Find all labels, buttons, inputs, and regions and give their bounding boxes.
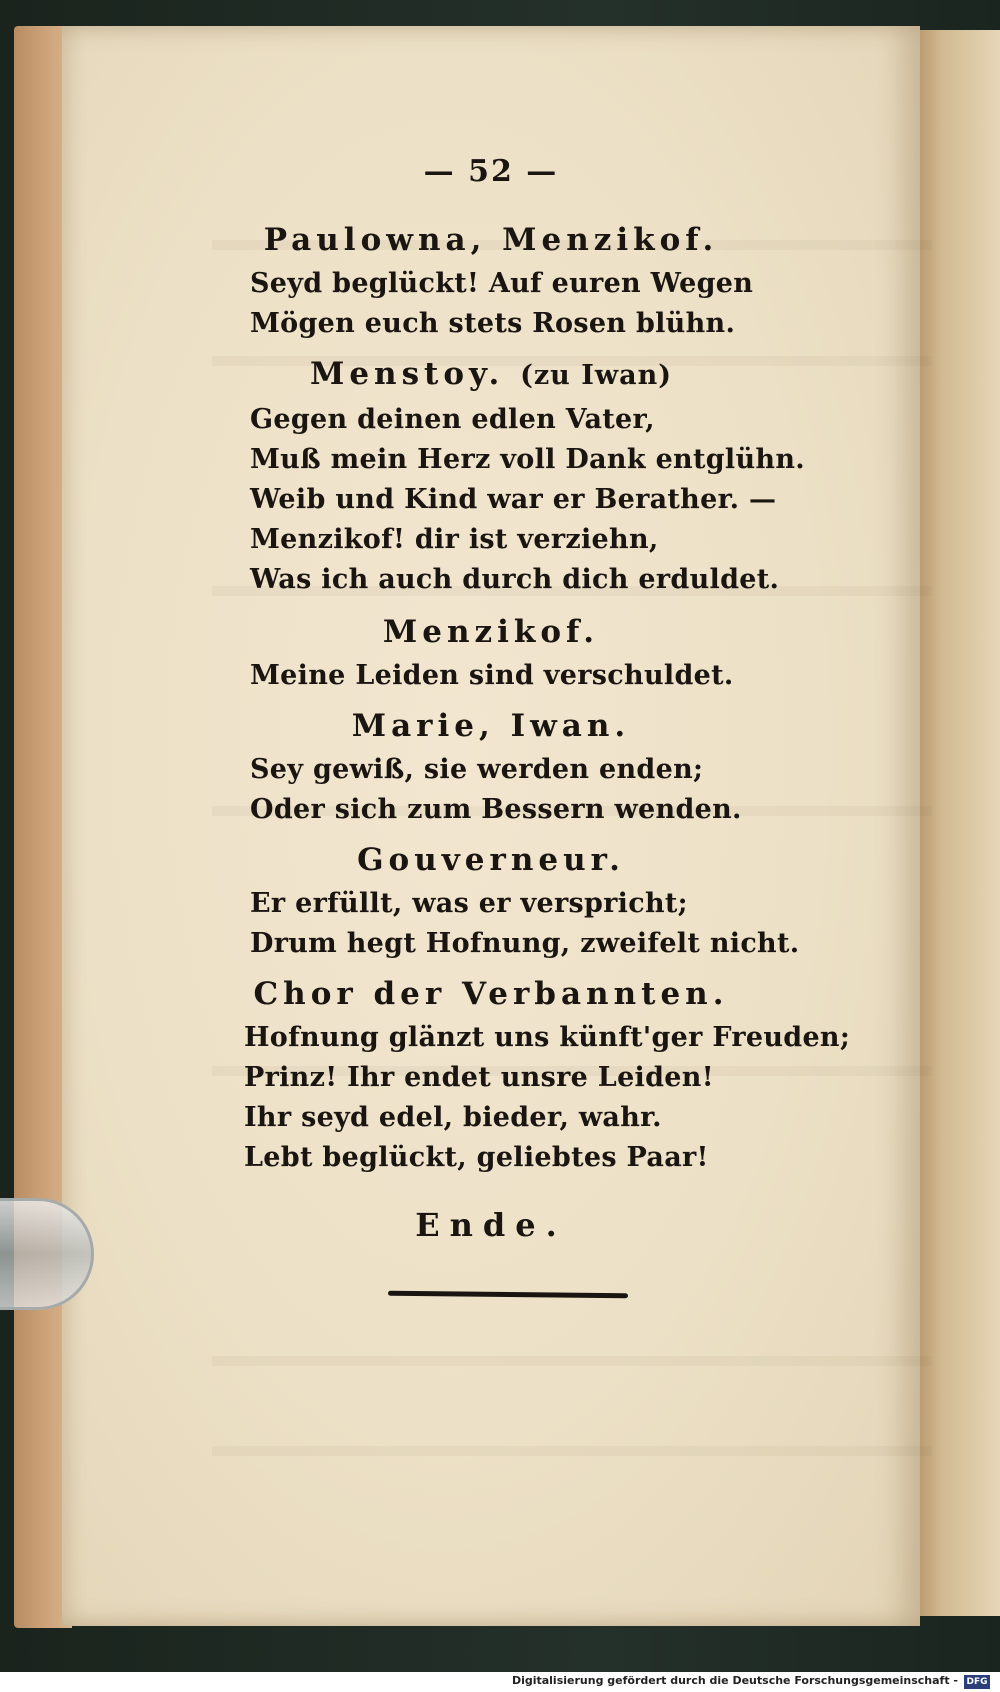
verse-line: Prinz! Ihr endet unsre Leiden! [244,1062,714,1093]
digitization-credit: Digitalisierung gefördert durch die Deutsche Forschungsgemeinschaft - [511,1674,958,1687]
facing-page-edge [918,30,1000,1616]
speaker-heading: Marie, Iwan. [351,708,631,744]
bleed-through [212,1446,932,1456]
verse-line: Menzikof! dir ist verziehn, [250,524,659,555]
verse-line: Sey gewiß, sie werden enden; [250,754,704,785]
speaker-heading: Chor der Verbannten. [253,976,729,1012]
speaker-heading [62,356,920,392]
speaker-heading: Menzikof. [382,614,600,650]
speaker-heading: Gouverneur. [357,842,625,878]
closing-rule [388,1291,628,1299]
speaker-name: Menstoy. [310,356,505,392]
verse-line: Muß mein Herz voll Dank entglühn. [250,444,805,475]
verse-line: Ihr seyd edel, bieder, wahr. [244,1102,662,1133]
verse-line: Oder sich zum Bessern wenden. [250,794,742,825]
verse-line: Lebt beglückt, geliebtes Paar! [244,1142,709,1173]
verse-line: Seyd beglückt! Auf euren Wegen [250,268,754,299]
bleed-through [212,1356,932,1366]
verse-line: Hofnung glänzt uns künft'ger Freuden; [244,1022,851,1053]
ende-marker: Ende. [415,1206,567,1244]
verse-line: Mögen euch stets Rosen blühn. [250,308,736,339]
stage-direction: (zu Iwan) [520,360,672,391]
verse-line: Weib und Kind war er Berather. — [250,484,777,515]
page-number: — 52 — [423,154,559,189]
dfg-logo: DFG [964,1675,990,1689]
book-page [62,26,920,1626]
verse-line: Was ich auch durch dich erduldet. [250,564,780,595]
verse-line: Er erfüllt, was er verspricht; [250,888,688,919]
speaker-heading: Paulowna, Menzikof. [263,222,719,258]
verse-line: Gegen deinen edlen Vater, [250,404,655,435]
verse-line: Drum hegt Hofnung, zweifelt nicht. [250,928,800,959]
verse-line: Meine Leiden sind verschuldet. [250,660,734,691]
